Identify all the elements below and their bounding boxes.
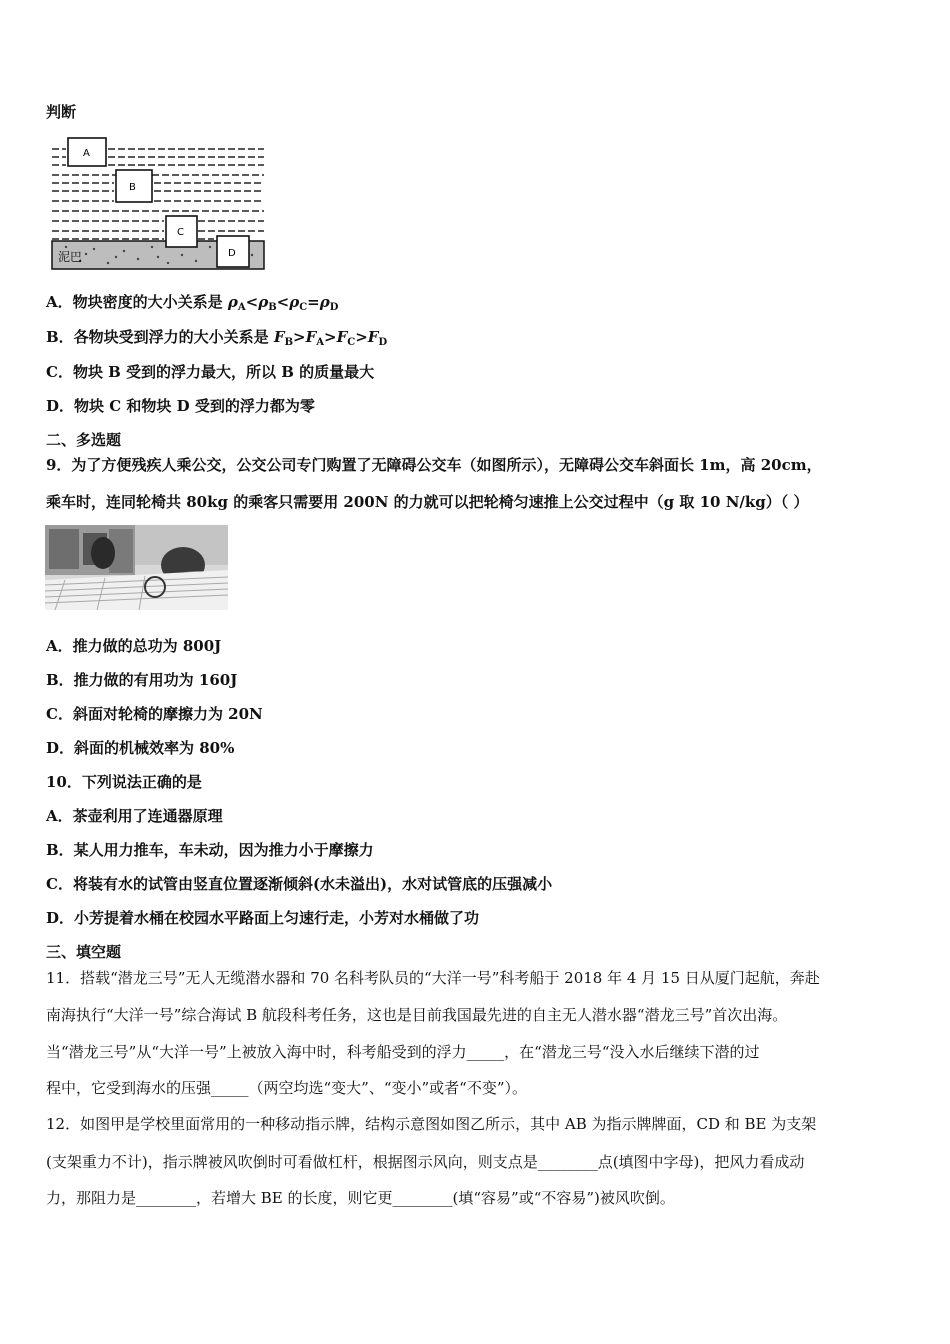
q11-line-4: 程中，它受到海水的压强_____（两空均选“变大”、“变小”或者“不变”）。 [46, 1079, 528, 1097]
block-c-label: C [177, 227, 184, 238]
q9-stem-line-2: 乘车时，连同轮椅共 80kg 的乘客只需要用 200N 的力就可以把轮椅匀速推上公交过程中（g 取 10 N/kg）（ ） [46, 493, 809, 511]
q8-option-c: C．物块 B 受到的浮力最大，所以 B 的质量最大 [46, 363, 375, 381]
block-c [166, 216, 197, 247]
q11-line-3: 当“潜龙三号”从“大洋一号”上被放入海中时，科考船受到的浮力_____，在“潜龙三号“没入水后继续下潜的过 [46, 1043, 760, 1061]
blocks-in-water-figure [46, 135, 268, 275]
block-d [217, 236, 249, 267]
bus-ramp-photo [45, 525, 228, 610]
q12-line-3: 力，那阻力是________，若增大 BE 的长度，则它更________(填“容易”或“不容易”)被风吹倒。 [46, 1189, 675, 1207]
q10-option-d: D．小芳提着水桶在校园水平路面上匀速行走，小芳对水桶做了功 [46, 909, 480, 927]
q8-option-a: A．物块密度的大小关系是 $\rho_A<\rho_B<\rho_C=\rho_D$ [46, 293, 339, 313]
q12-line-1: 12．如图甲是学校里面常用的一种移动指示牌，结构示意图如图乙所示，其中 AB 为指示牌牌面，CD 和 BE 为支架 [46, 1115, 817, 1133]
q8-option-b: B．各物块受到浮力的大小关系是 $F_B>F_A>F_C>F_D$ [46, 328, 388, 348]
q11-line-2: 南海执行“大洋一号”综合海试 B 航段科考任务，这也是目前我国最先进的自主无人潜水器“潜龙三号”首次出海。 [46, 1006, 788, 1024]
block-b-label: B [129, 182, 136, 193]
section-2-title: 二、多选题 [46, 431, 122, 449]
q10-option-a: A．茶壶利用了连通器原理 [46, 807, 223, 825]
q9-stem-line-1: 9．为了方便残疾人乘公交，公交公司专门购置了无障碍公交车（如图所示），无障碍公交车斜面长 1m，高 20cm， [46, 456, 822, 474]
block-d-label: D [228, 248, 236, 259]
section-3-title: 三、填空题 [46, 943, 122, 961]
q10-stem: 10．下列说法正确的是 [46, 773, 202, 791]
q12-line-2: (支架重力不计)，指示牌被风吹倒时可看做杠杆，根据图示风向，则支点是________点(填图中字母)，把风力看成动 [46, 1153, 805, 1171]
intro-text: 判断 [46, 103, 77, 121]
q10-option-c: C．将装有水的试管由竖直位置逐渐倾斜(水未溢出)，水对试管底的压强减小 [46, 875, 553, 893]
q8-option-d: D．物块 C 和物块 D 受到的浮力都为零 [46, 397, 315, 415]
q9-option-a: A．推力做的总功为 800J [46, 637, 222, 655]
block-a [68, 138, 106, 166]
q11-line-1: 11．搭载“潜龙三号”无人无缆潜水器和 70 名科考队员的“大洋一号”科考船于 2018 年 4 月 15 日从厦门起航，奔赴 [46, 969, 820, 987]
block-b [116, 170, 152, 202]
q10-option-b: B．某人用力推车，车未动，因为推力小于摩擦力 [46, 841, 374, 859]
q9-option-c: C．斜面对轮椅的摩擦力为 20N [46, 705, 263, 723]
block-a-label: A [83, 148, 90, 159]
q9-option-d: D．斜面的机械效率为 80% [46, 739, 235, 757]
q9-option-b: B．推力做的有用功为 160J [46, 671, 238, 689]
mud-label: 泥巴 [58, 250, 83, 264]
